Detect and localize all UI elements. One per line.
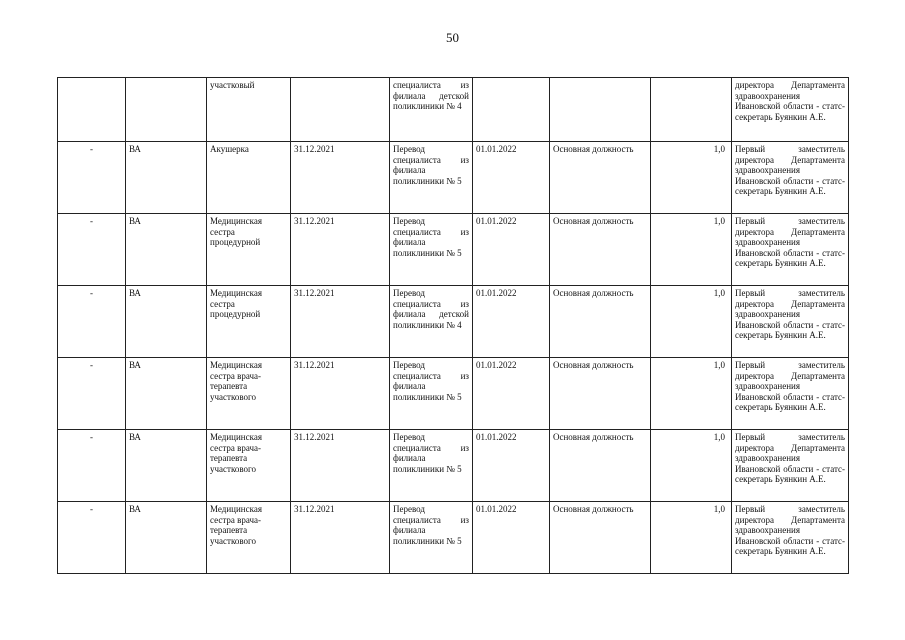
code-cell: ВА [126, 214, 207, 286]
approver-cell: Первый заместитель директора Департамента здравоохранения Ивановской области - статс-секретарь Буянкин А.Е. [732, 142, 849, 214]
table-row [58, 358, 849, 430]
approver-cell: Первый заместитель директора Департамента здравоохранения Ивановской области - статс-секретарь Буянкин А.Е. [732, 214, 849, 286]
employment-type-cell: Основная должность [550, 286, 651, 358]
employment-type-cell: Основная должность [550, 142, 651, 214]
date-cell: 31.12.2021 [291, 286, 390, 358]
date-cell: 31.12.2021 [291, 430, 390, 502]
row-marker-cell: - [58, 358, 126, 430]
staffing-table [57, 77, 849, 574]
position-cell: Медицинская сестра врача-терапевта участкового [207, 502, 291, 574]
date-cell: 31.12.2021 [291, 142, 390, 214]
approver-cell: Первый заместитель директора Департамента здравоохранения Ивановской области - статс-секретарь Буянкин А.Е. [732, 358, 849, 430]
rate-cell: 1,0 [651, 502, 732, 574]
table-row [58, 214, 849, 286]
code-cell [126, 78, 207, 142]
date-cell [291, 78, 390, 142]
row-marker-cell: - [58, 430, 126, 502]
reason-cell: Перевод специалиста из филиала поликлиники № 5 [390, 430, 473, 502]
position-cell: Медицинская сестра процедурной [207, 214, 291, 286]
employment-type-cell [550, 78, 651, 142]
rate-cell: 1,0 [651, 142, 732, 214]
date-cell: 31.12.2021 [291, 358, 390, 430]
date-cell: 31.12.2021 [291, 502, 390, 574]
table-row [58, 78, 849, 142]
rate-cell: 1,0 [651, 286, 732, 358]
approver-cell: Первый заместитель директора Департамента здравоохранения Ивановской области - статс-секретарь Буянкин А.Е. [732, 430, 849, 502]
approver-cell: Первый заместитель директора Департамента здравоохранения Ивановской области - статс-секретарь Буянкин А.Е. [732, 502, 849, 574]
position-cell: Медицинская сестра врача-терапевта участкового [207, 430, 291, 502]
code-cell: ВА [126, 430, 207, 502]
table-row [58, 142, 849, 214]
reason-cell: Перевод специалиста из филиала поликлиники № 5 [390, 214, 473, 286]
code-cell: ВА [126, 358, 207, 430]
rate-cell [651, 78, 732, 142]
reason-cell: Перевод специалиста из филиала поликлиники № 5 [390, 358, 473, 430]
row-marker-cell [58, 78, 126, 142]
position-cell: участковый [207, 78, 291, 142]
table-row [58, 286, 849, 358]
code-cell: ВА [126, 286, 207, 358]
employment-type-cell: Основная должность [550, 430, 651, 502]
row-marker-cell: - [58, 286, 126, 358]
reason-cell: Перевод специалиста из филиала поликлиники № 5 [390, 142, 473, 214]
table-row [58, 502, 849, 574]
start-date-cell: 01.01.2022 [473, 358, 550, 430]
rate-cell: 1,0 [651, 430, 732, 502]
row-marker-cell: - [58, 214, 126, 286]
reason-cell: Перевод специалиста из филиала поликлиники № 5 [390, 502, 473, 574]
reason-cell: специалиста из филиала детской поликлиники № 4 [390, 78, 473, 142]
start-date-cell [473, 78, 550, 142]
approver-cell: директора Департамента здравоохранения Ивановской области - статс-секретарь Буянкин А.Е. [732, 78, 849, 142]
code-cell: ВА [126, 142, 207, 214]
reason-cell: Перевод специалиста из филиала детской поликлиники № 4 [390, 286, 473, 358]
start-date-cell: 01.01.2022 [473, 502, 550, 574]
employment-type-cell: Основная должность [550, 214, 651, 286]
start-date-cell: 01.01.2022 [473, 286, 550, 358]
row-marker-cell: - [58, 142, 126, 214]
start-date-cell: 01.01.2022 [473, 214, 550, 286]
table-row [58, 430, 849, 502]
row-marker-cell: - [58, 502, 126, 574]
approver-cell: Первый заместитель директора Департамента здравоохранения Ивановской области - статс-секретарь Буянкин А.Е. [732, 286, 849, 358]
rate-cell: 1,0 [651, 214, 732, 286]
start-date-cell: 01.01.2022 [473, 142, 550, 214]
position-cell: Медицинская сестра процедурной [207, 286, 291, 358]
code-cell: ВА [126, 502, 207, 574]
position-cell: Медицинская сестра врача-терапевта участкового [207, 358, 291, 430]
employment-type-cell: Основная должность [550, 502, 651, 574]
start-date-cell: 01.01.2022 [473, 430, 550, 502]
position-cell: Акушерка [207, 142, 291, 214]
rate-cell: 1,0 [651, 358, 732, 430]
employment-type-cell: Основная должность [550, 358, 651, 430]
page-number: 50 [446, 30, 459, 45]
date-cell: 31.12.2021 [291, 214, 390, 286]
